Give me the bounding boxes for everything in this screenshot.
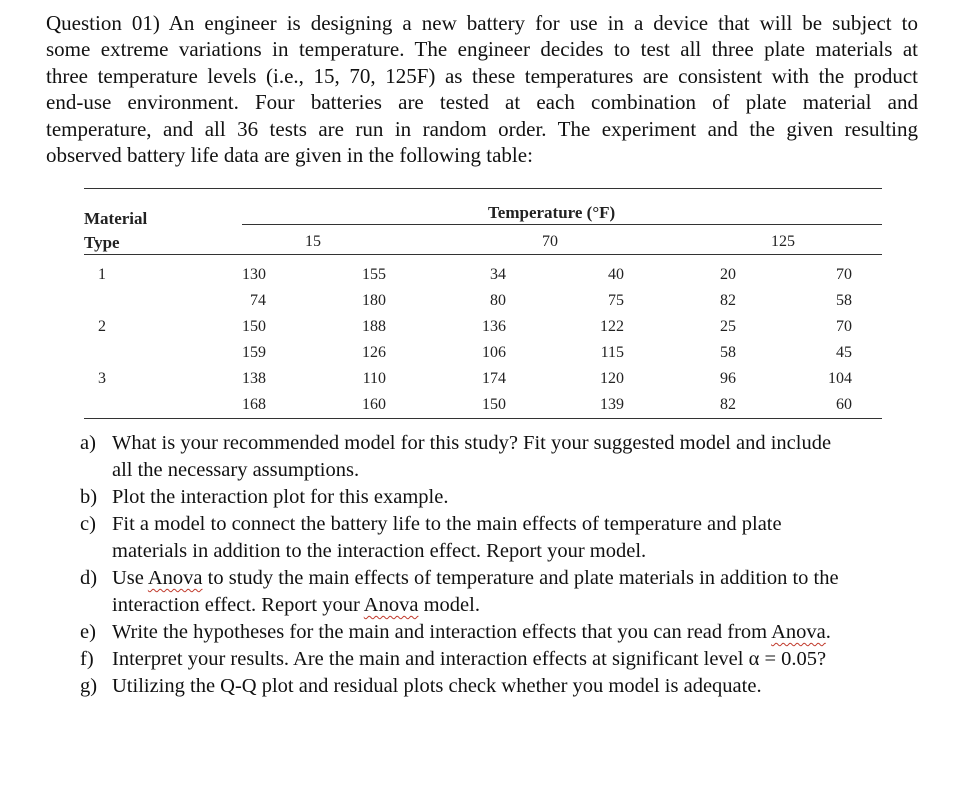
type-1: 1 (98, 266, 106, 283)
question-a (80, 430, 920, 484)
table-cell: 136 (482, 318, 506, 335)
table-cell: 80 (490, 292, 506, 309)
table-cell: 120 (600, 370, 624, 387)
header-material: Material (84, 209, 148, 228)
table-cell: 75 (608, 292, 624, 309)
intro-line: Question 01) An engineer is designing a new battery for use in a device that will be subject to (46, 11, 918, 35)
question-text (112, 565, 920, 592)
table-cell: 122 (600, 318, 624, 335)
spellcheck-word: Anova (363, 594, 419, 616)
temp-125: 125 (771, 233, 795, 250)
question-text: all the necessary assumptions. (112, 459, 360, 481)
header-type: Type (84, 233, 120, 252)
table-cell: 174 (482, 370, 506, 387)
question-text (112, 592, 920, 619)
question-g (80, 673, 920, 700)
spellcheck-word: Anova (147, 567, 203, 589)
question-label: g) (80, 675, 98, 697)
question-label: b) (80, 486, 98, 508)
question-b (80, 484, 920, 511)
header-temperature: Temperature (°F) (488, 203, 616, 222)
temperature-rule (242, 224, 882, 225)
table-cell: 139 (600, 396, 624, 413)
table-cell: 130 (242, 266, 266, 283)
battery-life-table (84, 188, 882, 420)
table-cell: 188 (362, 318, 386, 335)
table-cell: 110 (362, 370, 386, 387)
question-e (80, 619, 920, 646)
temp-70: 70 (542, 233, 558, 250)
table-cell: 126 (362, 344, 386, 361)
table-cell: 70 (836, 318, 852, 335)
text-fragment: model. (418, 594, 480, 616)
table-cell: 159 (242, 344, 266, 361)
table-cell: 180 (362, 292, 386, 309)
intro-line: end-use environment. Four batteries are tested at each combination of plate material and (46, 90, 918, 115)
question-text: Fit a model to connect the battery life to the main effects of temperature and plate (112, 513, 782, 535)
question-list (80, 430, 920, 700)
intro-line: observed battery life data are given in the following table: (46, 143, 533, 168)
text-fragment: Write the hypotheses for the main and interaction effects that you can read from (112, 621, 772, 643)
text-fragment: . (825, 621, 831, 643)
table-cell: 40 (608, 266, 624, 283)
table-cell: 150 (482, 396, 506, 413)
question-text: Plot the interaction plot for this example. (112, 486, 449, 508)
table-top-rule (84, 188, 882, 189)
table-cell: 96 (720, 370, 736, 387)
question-text: Interpret your results. Are the main and interaction effects at significant level α = 0.05? (112, 648, 827, 670)
question-text: What is your recommended model for this study? Fit your suggested model and include (112, 432, 832, 454)
table-cell: 168 (242, 396, 266, 413)
question-label: d) (80, 567, 98, 589)
intro-line: temperature, and all 36 tests are run in random order. The experiment and the given resulting (46, 116, 918, 141)
question-f (80, 646, 920, 673)
table-cell: 115 (600, 344, 624, 361)
question-label: a) (80, 432, 96, 454)
table-cell: 25 (720, 318, 736, 335)
table-cell: 104 (828, 370, 852, 387)
spellcheck-word: Anova (771, 621, 826, 643)
text-fragment: to study the main effects of temperature and plate materials in addition to the (202, 567, 839, 589)
text-fragment: Use (112, 567, 148, 589)
text-fragment: interaction effect. Report your (112, 594, 364, 616)
type-3: 3 (98, 370, 106, 387)
table-cell: 82 (720, 396, 736, 413)
table-cell: 70 (836, 266, 852, 283)
question-label: e) (80, 621, 96, 643)
table-cell: 82 (720, 292, 736, 309)
question-text: Utilizing the Q-Q plot and residual plots check whether you model is adequate. (112, 675, 762, 697)
question-label: f) (80, 648, 94, 670)
question-text: materials in addition to the interaction effect. Report your model. (112, 540, 647, 562)
question-c (80, 511, 920, 565)
question-d (80, 565, 920, 619)
table-cell: 20 (720, 266, 736, 283)
question-label: c) (80, 513, 96, 535)
question-intro (46, 10, 918, 168)
intro-line: three temperature levels (i.e., 15, 70, 125F) as these temperatures are consistent with the product (46, 63, 918, 88)
table-cell: 45 (836, 344, 852, 361)
table-cell: 155 (362, 266, 386, 283)
question-text (112, 619, 920, 646)
temp-15: 15 (305, 233, 321, 250)
header-bottom-rule (84, 254, 882, 255)
intro-line: some extreme variations in temperature. The engineer decides to test all three plate materials at (46, 37, 918, 62)
table-cell: 150 (242, 318, 266, 335)
table-bottom-rule (84, 418, 882, 419)
table-cell: 138 (242, 370, 266, 387)
table-cell: 74 (250, 292, 266, 309)
type-2: 2 (98, 318, 106, 335)
table-cell: 106 (482, 344, 506, 361)
table-cell: 60 (836, 396, 852, 413)
table-cell: 160 (362, 396, 386, 413)
table-cell: 34 (490, 266, 506, 283)
table-cell: 58 (720, 344, 736, 361)
table-cell: 58 (836, 292, 852, 309)
